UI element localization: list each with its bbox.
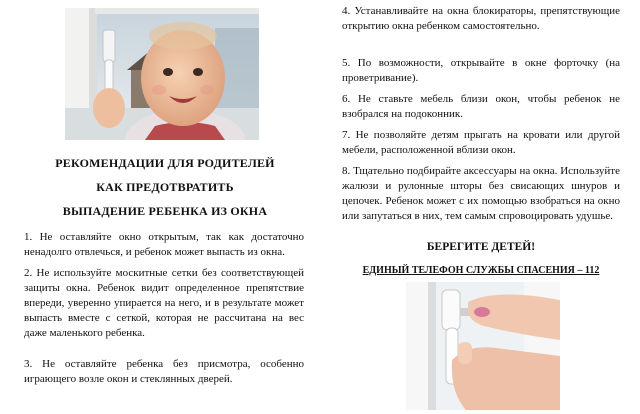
care-slogan: БЕРЕГИТЕ ДЕТЕЙ! [426,241,536,253]
right-item-8: 8. Тщательно подбирайте аксессуары на окна. Используйте жалюзи и рулонные шторы без свисающих шнуров и цепочек. Ребенок может с их помощью взобраться на окно или запутаться в них, тем самым спровоцировать удушье. [342,165,620,222]
window-lock-photo [406,282,560,410]
left-item-2: 2. Не используйте москитные сетки без соответствующей защиты окна. Ребенок видит определенное препятствие впереди, уверенно упирается на него, и в результате может выпасть вместе с сеткой, которая не рассчитана на вес даже маленького ребенка. [24,267,304,339]
baby-photo [65,8,259,140]
right-item-5: 5. По возможности, открывайте в окне форточку (на проветривание). [342,57,620,84]
heading-how-to-prevent: КАК ПРЕДОТВРАТИТЬ [96,180,234,194]
left-item-1: 1. Не оставляйте окно открытым, так как достаточно ненадолго отвлечься, и ребенок может выпасть из окна. [24,231,304,258]
right-item-6: 6. Не ставьте мебель близи окон, чтобы ребенок не взобрался на подоконник. [342,93,620,120]
heading-child-falling: ВЫПАДЕНИЕ РЕБЕНКА ИЗ ОКНА [62,204,268,218]
heading-recommendations: РЕКОМЕНДАЦИИ ДЛЯ РОДИТЕЛЕЙ [55,156,275,170]
rescue-phone-line: ЕДИНЫЙ ТЕЛЕФОН СЛУЖБЫ СПАСЕНИЯ – 112 [362,265,600,276]
left-item-3: 3. Не оставляйте ребенка без присмотра, особенно играющего возле окон и стеклянных дверей. [24,358,304,385]
right-item-7: 7. Не позволяйте детям прыгать на кровати или другой мебели, расположенной вблизи окон. [342,129,620,156]
baby-at-window-illustration [65,8,259,140]
right-item-4: 4. Устанавливайте на окна блокираторы, препятствующие открытию окна ребенком самостоятельно. [342,5,620,32]
hand-lock-illustration [406,282,560,410]
